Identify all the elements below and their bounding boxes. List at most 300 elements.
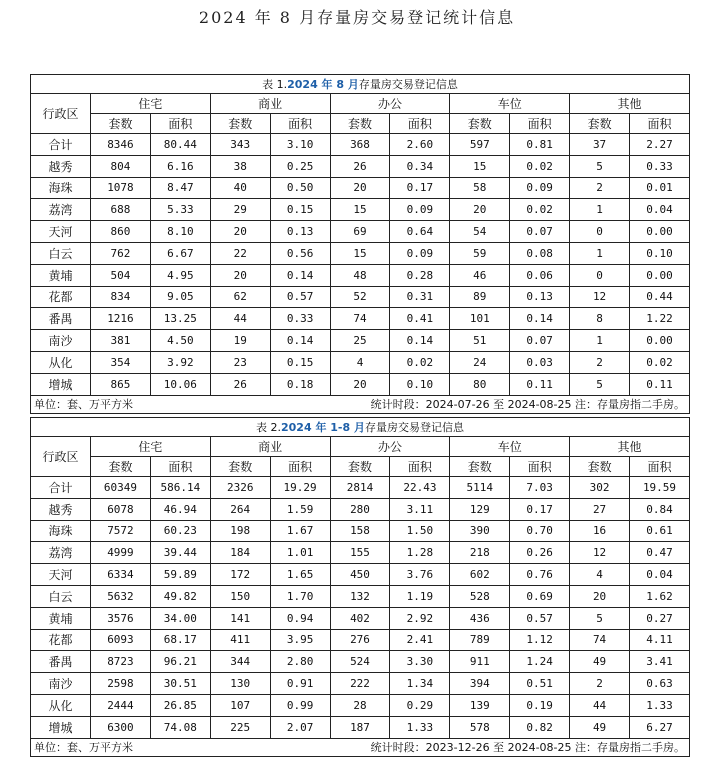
count-cell: 40	[210, 177, 270, 199]
area-cell: 1.50	[390, 520, 450, 542]
table-row	[31, 564, 690, 586]
area-cell: 1.24	[510, 651, 570, 673]
area-cell: 2.80	[270, 651, 330, 673]
count-cell: 22	[210, 242, 270, 264]
area-cell: 2.92	[390, 607, 450, 629]
header-area: 面积	[390, 114, 450, 134]
area-cell: 8.47	[150, 177, 210, 199]
region-name-cell: 白云	[31, 242, 91, 264]
area-cell: 0.84	[630, 498, 690, 520]
area-cell: 0.03	[510, 351, 570, 373]
region-name-cell: 白云	[31, 585, 91, 607]
caption-period-highlight: 2024 年 1-8 月	[281, 421, 365, 434]
header-group-office: 办公	[330, 94, 450, 114]
region-name-cell: 荔湾	[31, 199, 91, 221]
area-cell: 0.04	[630, 199, 690, 221]
table-footer	[30, 396, 690, 414]
area-cell: 3.30	[390, 651, 450, 673]
region-name-cell: 增城	[31, 373, 91, 395]
caption-suffix: 存量房交易登记信息	[364, 421, 464, 434]
count-cell: 5632	[91, 585, 151, 607]
count-cell: 69	[330, 221, 390, 243]
period-note: 统计时段：2024-07-26 至 2024-08-25 注：存量房指二手房。	[370, 397, 685, 411]
count-cell: 37	[570, 134, 630, 156]
count-cell: 6093	[91, 629, 151, 651]
count-cell: 6300	[91, 716, 151, 738]
area-cell: 6.16	[150, 155, 210, 177]
area-cell: 0.14	[390, 330, 450, 352]
count-cell: 49	[570, 651, 630, 673]
region-name-cell: 南沙	[31, 330, 91, 352]
area-cell: 0.10	[390, 373, 450, 395]
header-count: 套数	[570, 114, 630, 134]
count-cell: 44	[570, 694, 630, 716]
area-cell: 1.33	[390, 716, 450, 738]
area-cell: 0.13	[510, 286, 570, 308]
area-cell: 0.07	[510, 221, 570, 243]
header-group-office: 办公	[330, 437, 450, 457]
area-cell: 0.94	[270, 607, 330, 629]
count-cell: 155	[330, 542, 390, 564]
area-cell: 3.10	[270, 134, 330, 156]
count-cell: 49	[570, 716, 630, 738]
area-cell: 0.18	[270, 373, 330, 395]
table-row	[31, 264, 690, 286]
area-cell: 0.00	[630, 221, 690, 243]
table-row	[31, 242, 690, 264]
count-cell: 450	[330, 564, 390, 586]
header-count: 套数	[210, 114, 270, 134]
area-cell: 0.99	[270, 694, 330, 716]
count-cell: 524	[330, 651, 390, 673]
area-cell: 0.14	[270, 330, 330, 352]
count-cell: 6334	[91, 564, 151, 586]
area-cell: 4.11	[630, 629, 690, 651]
table-row	[31, 477, 690, 499]
count-cell: 129	[450, 498, 510, 520]
count-cell: 54	[450, 221, 510, 243]
count-cell: 5114	[450, 477, 510, 499]
count-cell: 139	[450, 694, 510, 716]
table-row	[31, 651, 690, 673]
count-cell: 2	[570, 673, 630, 695]
count-cell: 5	[570, 607, 630, 629]
area-cell: 0.15	[270, 199, 330, 221]
area-cell: 1.62	[630, 585, 690, 607]
area-cell: 49.82	[150, 585, 210, 607]
count-cell: 80	[450, 373, 510, 395]
region-name-cell: 越秀	[31, 155, 91, 177]
count-cell: 24	[450, 351, 510, 373]
area-cell: 0.31	[390, 286, 450, 308]
header-area: 面积	[630, 457, 690, 477]
area-cell: 74.08	[150, 716, 210, 738]
table-row	[31, 373, 690, 395]
count-cell: 20	[210, 264, 270, 286]
area-cell: 0.00	[630, 330, 690, 352]
area-cell: 30.51	[150, 673, 210, 695]
table-row	[31, 199, 690, 221]
count-cell: 198	[210, 520, 270, 542]
count-cell: 52	[330, 286, 390, 308]
count-cell: 107	[210, 694, 270, 716]
table-caption	[30, 417, 690, 436]
area-cell: 0.41	[390, 308, 450, 330]
area-cell: 0.09	[510, 177, 570, 199]
header-count: 套数	[91, 457, 151, 477]
header-region: 行政区	[31, 94, 91, 134]
area-cell: 1.22	[630, 308, 690, 330]
caption-prefix: 表 1.	[262, 78, 288, 91]
count-cell: 804	[91, 155, 151, 177]
area-cell: 0.17	[510, 498, 570, 520]
area-cell: 0.69	[510, 585, 570, 607]
caption-suffix: 存量房交易登记信息	[358, 78, 458, 91]
area-cell: 0.02	[510, 155, 570, 177]
area-cell: 0.02	[510, 199, 570, 221]
header-area: 面积	[150, 457, 210, 477]
region-name-cell: 从化	[31, 351, 91, 373]
region-name-cell: 海珠	[31, 520, 91, 542]
count-cell: 602	[450, 564, 510, 586]
header-area: 面积	[510, 114, 570, 134]
count-cell: 860	[91, 221, 151, 243]
header-group-parking: 车位	[450, 94, 570, 114]
count-cell: 402	[330, 607, 390, 629]
count-cell: 19	[210, 330, 270, 352]
count-cell: 3576	[91, 607, 151, 629]
region-name-cell: 合计	[31, 134, 91, 156]
header-group-residential: 住宅	[91, 437, 211, 457]
header-group-commercial: 商业	[210, 437, 330, 457]
region-name-cell: 南沙	[31, 673, 91, 695]
area-cell: 68.17	[150, 629, 210, 651]
count-cell: 12	[570, 542, 630, 564]
count-cell: 504	[91, 264, 151, 286]
count-cell: 60349	[91, 477, 151, 499]
area-cell: 0.91	[270, 673, 330, 695]
count-cell: 264	[210, 498, 270, 520]
header-area: 面积	[390, 457, 450, 477]
count-cell: 2	[570, 351, 630, 373]
table-row	[31, 716, 690, 738]
count-cell: 280	[330, 498, 390, 520]
area-cell: 6.67	[150, 242, 210, 264]
count-cell: 394	[450, 673, 510, 695]
area-cell: 3.41	[630, 651, 690, 673]
area-cell: 19.29	[270, 477, 330, 499]
area-cell: 39.44	[150, 542, 210, 564]
area-cell: 0.61	[630, 520, 690, 542]
header-area: 面积	[510, 457, 570, 477]
count-cell: 141	[210, 607, 270, 629]
count-cell: 1	[570, 330, 630, 352]
area-cell: 46.94	[150, 498, 210, 520]
area-cell: 3.95	[270, 629, 330, 651]
area-cell: 0.51	[510, 673, 570, 695]
region-name-cell: 荔湾	[31, 542, 91, 564]
count-cell: 16	[570, 520, 630, 542]
area-cell: 3.11	[390, 498, 450, 520]
count-cell: 411	[210, 629, 270, 651]
count-cell: 187	[330, 716, 390, 738]
table-caption	[30, 74, 690, 93]
region-name-cell: 越秀	[31, 498, 91, 520]
area-cell: 0.02	[630, 351, 690, 373]
count-cell: 1216	[91, 308, 151, 330]
area-cell: 0.34	[390, 155, 450, 177]
area-cell: 0.11	[630, 373, 690, 395]
count-cell: 4999	[91, 542, 151, 564]
table-row	[31, 498, 690, 520]
table-row	[31, 520, 690, 542]
count-cell: 20	[210, 221, 270, 243]
header-group-residential: 住宅	[91, 94, 211, 114]
count-cell: 6078	[91, 498, 151, 520]
region-name-cell: 增城	[31, 716, 91, 738]
area-cell: 0.19	[510, 694, 570, 716]
count-cell: 0	[570, 264, 630, 286]
count-cell: 368	[330, 134, 390, 156]
area-cell: 0.57	[510, 607, 570, 629]
count-cell: 26	[330, 155, 390, 177]
area-cell: 8.10	[150, 221, 210, 243]
area-cell: 0.00	[630, 264, 690, 286]
area-cell: 0.26	[510, 542, 570, 564]
area-cell: 6.27	[630, 716, 690, 738]
area-cell: 0.08	[510, 242, 570, 264]
area-cell: 0.33	[630, 155, 690, 177]
table-footer	[30, 739, 690, 757]
table-row	[31, 629, 690, 651]
unit-note: 单位：套、万平方米	[34, 397, 133, 411]
count-cell: 4	[330, 351, 390, 373]
area-cell: 3.92	[150, 351, 210, 373]
region-name-cell: 从化	[31, 694, 91, 716]
header-area: 面积	[150, 114, 210, 134]
count-cell: 390	[450, 520, 510, 542]
region-name-cell: 天河	[31, 221, 91, 243]
area-cell: 22.43	[390, 477, 450, 499]
area-cell: 0.09	[390, 199, 450, 221]
area-cell: 0.81	[510, 134, 570, 156]
area-cell: 80.44	[150, 134, 210, 156]
count-cell: 15	[330, 199, 390, 221]
area-cell: 0.47	[630, 542, 690, 564]
count-cell: 789	[450, 629, 510, 651]
count-cell: 48	[330, 264, 390, 286]
count-cell: 12	[570, 286, 630, 308]
count-cell: 46	[450, 264, 510, 286]
count-cell: 74	[330, 308, 390, 330]
area-cell: 34.00	[150, 607, 210, 629]
header-group-commercial: 商业	[210, 94, 330, 114]
area-cell: 9.05	[150, 286, 210, 308]
count-cell: 2814	[330, 477, 390, 499]
count-cell: 158	[330, 520, 390, 542]
count-cell: 58	[450, 177, 510, 199]
header-count: 套数	[570, 457, 630, 477]
region-name-cell: 黄埔	[31, 607, 91, 629]
count-cell: 172	[210, 564, 270, 586]
area-cell: 2.60	[390, 134, 450, 156]
count-cell: 381	[91, 330, 151, 352]
area-cell: 0.14	[510, 308, 570, 330]
area-cell: 1.59	[270, 498, 330, 520]
area-cell: 0.02	[390, 351, 450, 373]
table-1-block	[30, 74, 690, 414]
count-cell: 218	[450, 542, 510, 564]
area-cell: 0.64	[390, 221, 450, 243]
count-cell: 8346	[91, 134, 151, 156]
area-cell: 60.23	[150, 520, 210, 542]
count-cell: 578	[450, 716, 510, 738]
count-cell: 28	[330, 694, 390, 716]
table-row	[31, 673, 690, 695]
area-cell: 4.95	[150, 264, 210, 286]
count-cell: 865	[91, 373, 151, 395]
count-cell: 2598	[91, 673, 151, 695]
area-cell: 0.29	[390, 694, 450, 716]
area-cell: 19.59	[630, 477, 690, 499]
header-group-other: 其他	[570, 437, 690, 457]
count-cell: 7572	[91, 520, 151, 542]
stats-table	[30, 93, 690, 396]
count-cell: 15	[450, 155, 510, 177]
count-cell: 20	[330, 373, 390, 395]
count-cell: 5	[570, 155, 630, 177]
area-cell: 1.33	[630, 694, 690, 716]
table-row	[31, 286, 690, 308]
count-cell: 225	[210, 716, 270, 738]
table-row	[31, 308, 690, 330]
unit-note: 单位：套、万平方米	[34, 740, 133, 754]
area-cell: 1.70	[270, 585, 330, 607]
area-cell: 0.07	[510, 330, 570, 352]
caption-period-highlight: 2024 年 8 月	[287, 78, 359, 91]
count-cell: 222	[330, 673, 390, 695]
area-cell: 13.25	[150, 308, 210, 330]
count-cell: 834	[91, 286, 151, 308]
area-cell: 5.33	[150, 199, 210, 221]
header-area: 面积	[270, 114, 330, 134]
count-cell: 29	[210, 199, 270, 221]
count-cell: 59	[450, 242, 510, 264]
count-cell: 344	[210, 651, 270, 673]
header-count: 套数	[91, 114, 151, 134]
count-cell: 354	[91, 351, 151, 373]
area-cell: 0.27	[630, 607, 690, 629]
count-cell: 27	[570, 498, 630, 520]
table-row	[31, 585, 690, 607]
table-body	[31, 134, 690, 396]
count-cell: 1078	[91, 177, 151, 199]
count-cell: 20	[450, 199, 510, 221]
region-name-cell: 海珠	[31, 177, 91, 199]
area-cell: 26.85	[150, 694, 210, 716]
area-cell: 2.07	[270, 716, 330, 738]
count-cell: 0	[570, 221, 630, 243]
area-cell: 1.19	[390, 585, 450, 607]
count-cell: 597	[450, 134, 510, 156]
area-cell: 2.27	[630, 134, 690, 156]
period-note: 统计时段：2023-12-26 至 2024-08-25 注：存量房指二手房。	[370, 740, 685, 754]
area-cell: 1.01	[270, 542, 330, 564]
count-cell: 26	[210, 373, 270, 395]
count-cell: 688	[91, 199, 151, 221]
region-name-cell: 合计	[31, 477, 91, 499]
table-row	[31, 134, 690, 156]
count-cell: 528	[450, 585, 510, 607]
count-cell: 20	[570, 585, 630, 607]
count-cell: 132	[330, 585, 390, 607]
count-cell: 276	[330, 629, 390, 651]
area-cell: 10.06	[150, 373, 210, 395]
count-cell: 1	[570, 199, 630, 221]
area-cell: 0.10	[630, 242, 690, 264]
count-cell: 436	[450, 607, 510, 629]
header-area: 面积	[270, 457, 330, 477]
table-2-block	[30, 417, 690, 757]
table-row	[31, 155, 690, 177]
count-cell: 62	[210, 286, 270, 308]
header-count: 套数	[450, 114, 510, 134]
header-count: 套数	[450, 457, 510, 477]
count-cell: 2	[570, 177, 630, 199]
count-cell: 184	[210, 542, 270, 564]
count-cell: 1	[570, 242, 630, 264]
area-cell: 1.34	[390, 673, 450, 695]
table-row	[31, 177, 690, 199]
area-cell: 1.12	[510, 629, 570, 651]
table-row	[31, 351, 690, 373]
region-name-cell: 黄埔	[31, 264, 91, 286]
area-cell: 0.33	[270, 308, 330, 330]
count-cell: 8	[570, 308, 630, 330]
count-cell: 911	[450, 651, 510, 673]
count-cell: 2444	[91, 694, 151, 716]
area-cell: 1.65	[270, 564, 330, 586]
region-name-cell: 花都	[31, 629, 91, 651]
area-cell: 0.15	[270, 351, 330, 373]
area-cell: 0.44	[630, 286, 690, 308]
caption-prefix: 表 2.	[256, 421, 281, 434]
area-cell: 0.17	[390, 177, 450, 199]
area-cell: 0.56	[270, 242, 330, 264]
count-cell: 130	[210, 673, 270, 695]
stats-table	[30, 436, 690, 739]
header-count: 套数	[210, 457, 270, 477]
area-cell: 0.50	[270, 177, 330, 199]
table-row	[31, 607, 690, 629]
count-cell: 4	[570, 564, 630, 586]
area-cell: 0.82	[510, 716, 570, 738]
count-cell: 8723	[91, 651, 151, 673]
region-name-cell: 番禺	[31, 651, 91, 673]
header-group-parking: 车位	[450, 437, 570, 457]
area-cell: 0.13	[270, 221, 330, 243]
area-cell: 0.06	[510, 264, 570, 286]
area-cell: 0.76	[510, 564, 570, 586]
area-cell: 7.03	[510, 477, 570, 499]
count-cell: 5	[570, 373, 630, 395]
table-row	[31, 694, 690, 716]
count-cell: 51	[450, 330, 510, 352]
count-cell: 2326	[210, 477, 270, 499]
header-count: 套数	[330, 114, 390, 134]
count-cell: 343	[210, 134, 270, 156]
page-title: 2024 年 8 月存量房交易登记统计信息	[198, 8, 516, 27]
